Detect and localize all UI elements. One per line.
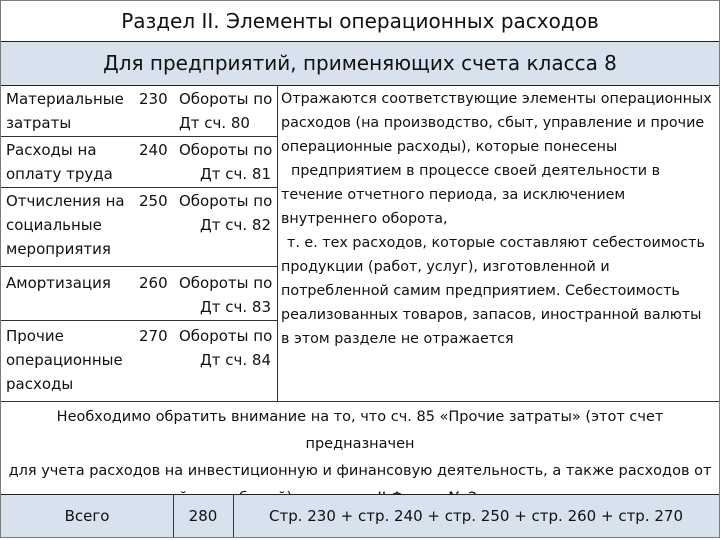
row-code: 240 [139,141,168,159]
row-desc: Обороты по [179,327,273,345]
row-name: Материальные [6,90,124,108]
row-code: 260 [139,274,168,292]
row-desc: Обороты по [179,274,273,292]
row-divider [1,187,277,188]
row-name: Прочие [6,327,64,345]
row-desc: Дт сч. 83 [200,298,271,316]
row-name: затраты [6,114,72,132]
explanation-line: реализованных товаров, запасов, иностранной валюты [281,307,702,323]
explanation-line: продукции (работ, услуг), изготовленной и [281,259,610,275]
note-line: Необходимо обратить внимание на то, что сч. 85 «Прочие затраты» (этот счет предназначен [56,409,664,452]
row-name: операционные [6,351,123,369]
total-label: Всего [64,507,110,525]
row-desc: Обороты по [179,141,273,159]
row-code: 270 [139,327,168,345]
explanation-line: потребленной самим предприятием. Себестоимость [281,283,680,299]
row-name: Отчисления на [6,192,125,210]
row-desc: Дт сч. 80 [179,114,250,132]
row-name: мероприятия [6,240,111,258]
explanation-line: операционные расходы), которые понесены [281,139,618,155]
row-code: 230 [139,90,168,108]
explanation-line: предприятием в процессе своей деятельности в [291,163,661,179]
row-desc: Дт сч. 81 [200,165,271,183]
row-divider [1,320,277,321]
total-code: 280 [188,507,218,525]
row-desc: Обороты по [179,90,273,108]
row-divider [1,266,277,267]
note-line: для учета расходов на инвестиционную и финансовую деятельность, а также расходов от [8,463,712,479]
row-name: расходы [6,375,74,393]
row-desc: Дт сч. 82 [200,216,271,234]
total-formula: Стр. 230 + стр. 240 + стр. 250 + стр. 260 + стр. 270 [268,507,683,525]
row-name: Расходы на [6,141,97,159]
row-name: оплату труда [6,165,113,183]
explanation-text [281,87,717,351]
column-divider [277,85,278,402]
explanation-line: в этом разделе не отражается [281,331,514,347]
explanation-line: течение отчетного периода, за исключением [281,187,626,203]
total-row [1,494,719,537]
row-desc: Дт сч. 84 [200,351,271,369]
section-title: Раздел II. Элементы операционных расходов [1,1,719,41]
row-divider [1,136,277,137]
note-text [2,400,718,488]
row-desc: Обороты по [179,192,273,210]
row-name: Амортизация [6,274,111,292]
explanation-line: Отражаются соответствующие элементы операционных [281,91,712,107]
explanation-line: т. е. тех расходов, которые составляют себестоимость [287,235,705,251]
row-code: 250 [139,192,168,210]
section-subtitle: Для предприятий, применяющих счета класса 8 [1,41,719,86]
row-name: социальные [6,216,102,234]
explanation-line: расходов (на производство, сбыт, управление и прочие [281,115,705,131]
explanation-line: внутреннего оборота, [281,211,448,227]
